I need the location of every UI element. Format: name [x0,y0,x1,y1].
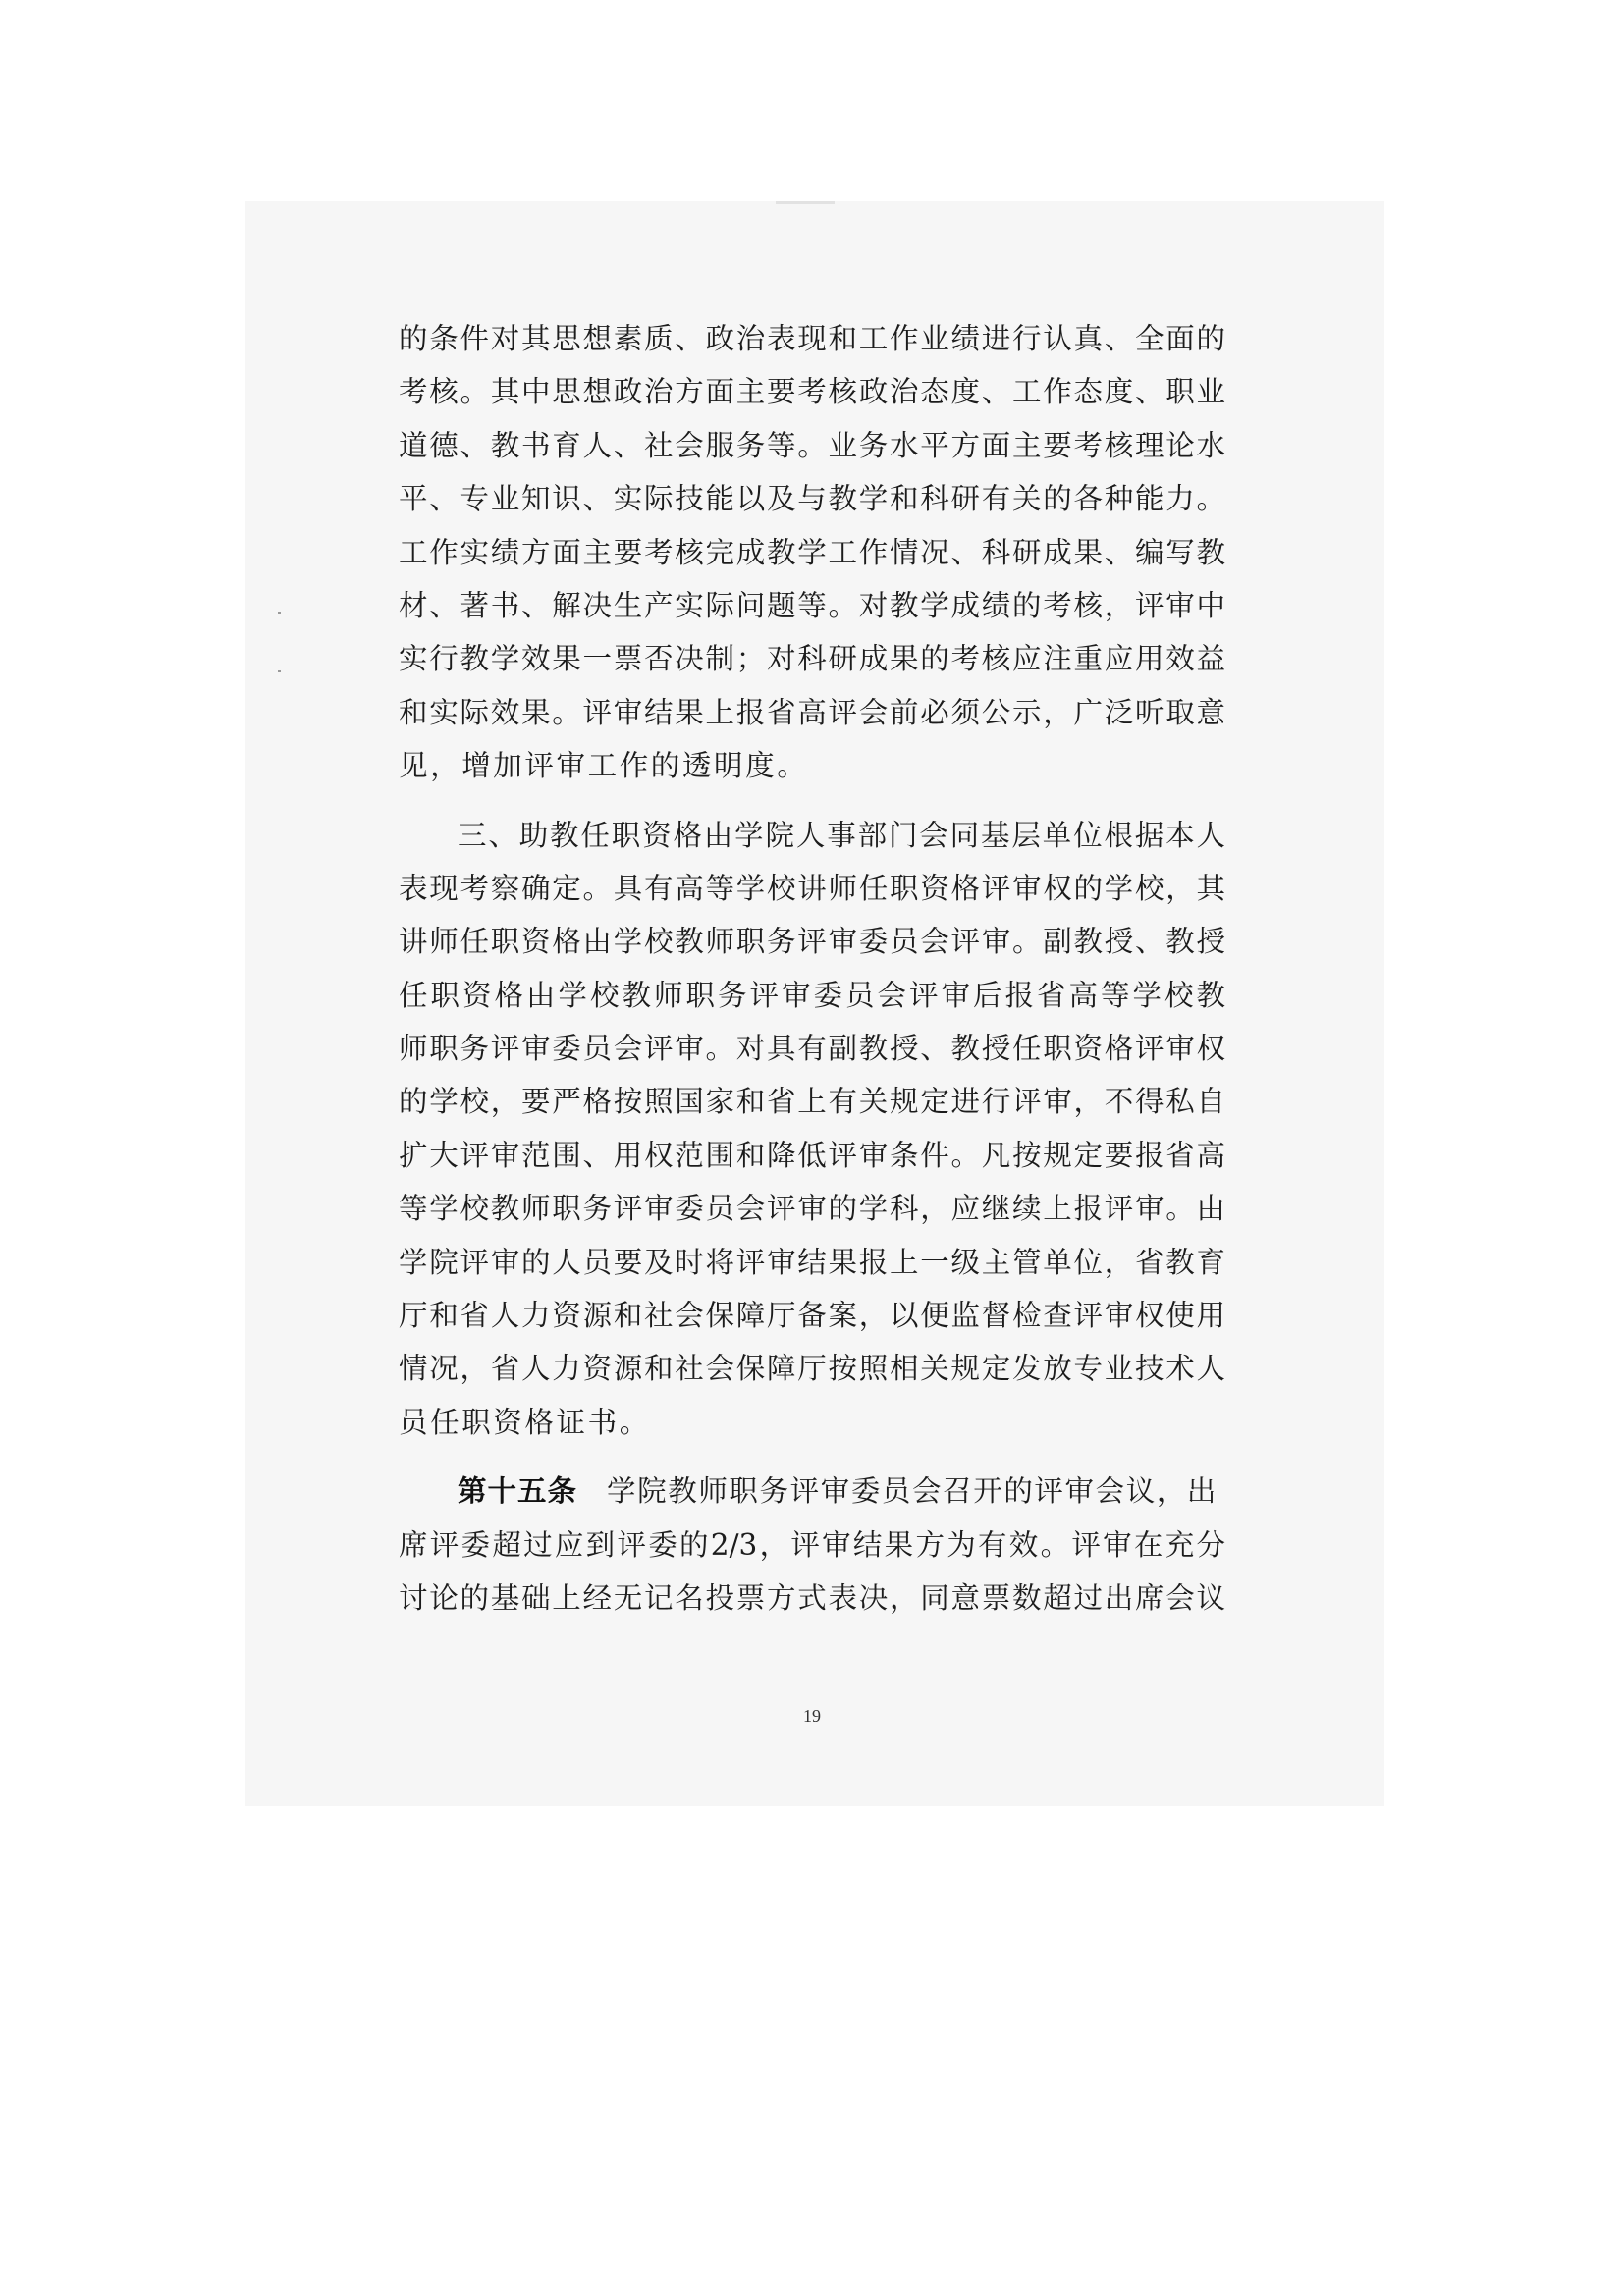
text-line: 考核。其中思想政治方面主要考核政治态度、工作态度、职业 [399,375,1225,409]
article-heading: 第十五条 [458,1474,578,1509]
text-line: 的学校，要严格按照国家和省上有关规定进行评审，不得私自 [399,1085,1225,1119]
scan-speck [278,612,281,614]
article-first-line [399,1465,1225,1518]
text-line: 表现考察确定。具有高等学校讲师任职资格评审权的学校，其 [399,871,1225,905]
scan-speck [278,670,281,672]
paragraph-gap [399,1449,1225,1465]
body-text [399,312,1225,1625]
text-line: 师职务评审委员会评审。对具有副教授、教授任职资格评审权 [399,1032,1225,1066]
text-line: 学院评审的人员要及时将评审结果报上一级主管单位，省教育 [399,1245,1225,1279]
article-first-line-text: 学院教师职务评审委员会召开的评审会议，出 [607,1474,1218,1509]
text-line: 的条件对其思想素质、政治表现和工作业绩进行认真、全面的 [399,322,1225,355]
text-line: 讲师任职资格由学校教师职务评审委员会评审。副教授、教授 [399,925,1225,959]
text-line: 席评委超过应到评委的2/3，评审结果方为有效。评审在充分 [399,1527,1225,1562]
text-line: 工作实绩方面主要考核完成教学工作情况、科研成果、编写教 [399,535,1225,569]
page-number: 19 [803,1706,821,1726]
text-line: 情况，省人力资源和社会保障厅按照相关规定发放专业技术人 [399,1352,1225,1386]
text-line: 材、著书、解决生产实际问题等。对教学成绩的考核，评审中 [399,588,1225,622]
text-line: 任职资格由学校教师职务评审委员会评审后报省高等学校教 [399,978,1225,1012]
paragraph-gap [399,793,1225,809]
text-line: 厅和省人力资源和社会保障厅备案，以便监督检查评审权使用 [399,1299,1225,1333]
text-line: 实行教学效果一票否决制；对科研成果的考核应注重应用效益 [399,642,1225,676]
text-line: 等学校教师职务评审委员会评审的学科，应继续上报评审。由 [399,1192,1225,1226]
text-line: 三、助教任职资格由学院人事部门会同基层单位根据本人 [458,818,1225,852]
text-line: 平、专业知识、实际技能以及与教学和科研有关的各种能力。 [399,482,1225,516]
scan-artifact [776,201,835,204]
text-line: 道德、教书育人、社会服务等。业务水平方面主要考核理论水 [399,428,1225,462]
text-line: 讨论的基础上经无记名投票方式表决，同意票数超过出席会议 [399,1580,1225,1615]
text-line: 见，增加评审工作的透明度。 [399,749,809,783]
text-line: 和实际效果。评审结果上报省高评会前必须公示，广泛听取意 [399,695,1225,729]
text-line: 扩大评审范围、用权范围和降低评审条件。凡按规定要报省高 [399,1138,1225,1172]
text-line: 员任职资格证书。 [399,1405,651,1439]
